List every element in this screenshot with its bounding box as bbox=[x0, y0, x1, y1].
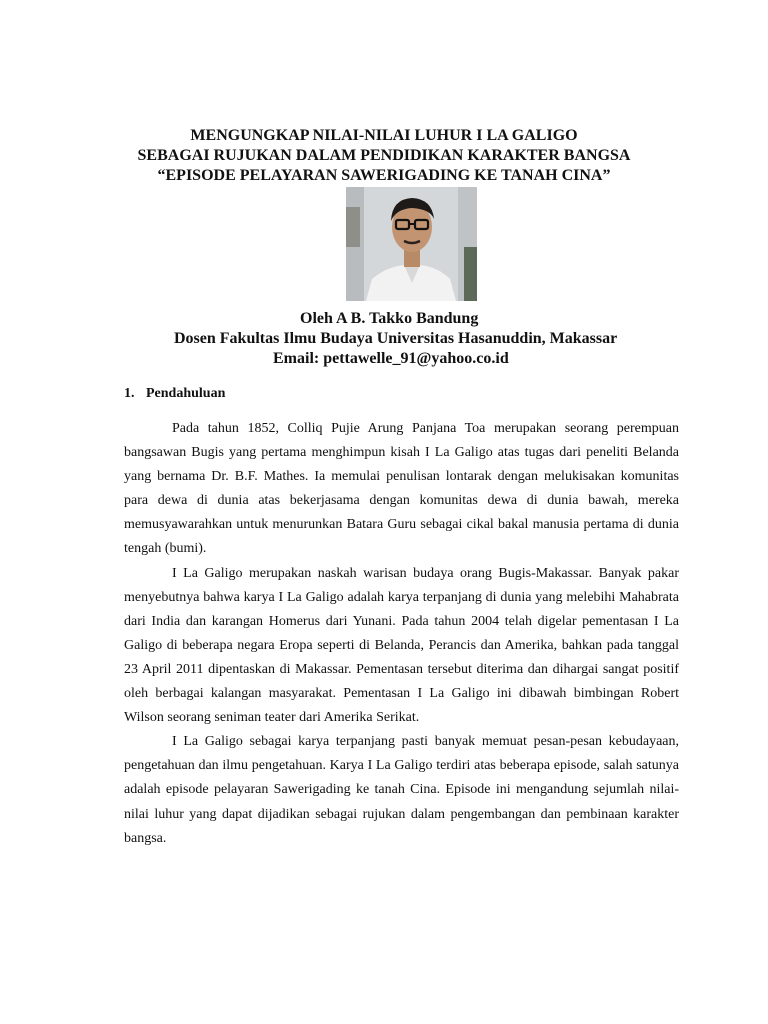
paragraph: I La Galigo merupakan naskah warisan budaya orang Bugis-Makassar. Banyak pakar menyebutnya bahwa karya I La Galigo adalah karya terpanjang di dunia yang melebihi Mahabrata dari India dan karangan Homerus dari Yunani. Pada tahun 2004 telah digelar pementasan I La Galigo di beberapa negara Eropa seperti di Belanda, Perancis dan Amerika, bahkan pada tanggal 23 April 2011 dipentaskan di Makassar. Pementasan tersebut diterima dan dihargai sangat positif oleh berbagai kalangan masyarakat. Pementasan I La Galigo ini dibawah bimbingan Robert Wilson seorang seniman teater dari Amerika Serikat. bbox=[124, 565, 679, 726]
author-portrait-image bbox=[346, 187, 477, 301]
author-photo bbox=[346, 187, 477, 301]
paragraph: I La Galigo sebagai karya terpanjang pasti banyak memuat pesan-pesan kebudayaan, pengetahuan dan ilmu pengetahuan. Karya I La Galigo terdiri atas beberapa episode, salah satunya adalah episode pelayaran Sawerigading ke tanah Cina. Episode ini mengandung sejumlah nilai-nilai luhur yang dapat dijadikan sebagai rujukan dalam pengembangan dan pembinaan karakter bangsa. bbox=[124, 734, 679, 846]
document-title bbox=[0, 126, 768, 186]
author-email: Email: pettawelle_91@yahoo.co.id bbox=[273, 350, 509, 367]
title-line-2: SEBAGAI RUJUKAN DALAM PENDIDIKAN KARAKTER BANGSA bbox=[137, 147, 631, 164]
section-heading bbox=[124, 386, 225, 402]
author-byline: Oleh A B. Takko Bandung bbox=[300, 310, 479, 327]
paragraph: Pada tahun 1852, Colliq Pujie Arung Panjana Toa merupakan seorang perempuan bangsawan Bugis yang pertama menghimpun kisah I La Galigo atas tugas dari peneliti Belanda yang bernama Dr. B.F. Mathes. Ia memulai penulisan lontarak dengan melukisakan komunitas para dewa di dunia atas bekerjasama dengan komunitas dewa di dunia bawah, mereka memusyawarahkan untuk menurunkan Batara Guru sebagai cikal bakal manusia pertama di dunia tengah (bumi). bbox=[124, 421, 679, 557]
body-text bbox=[124, 417, 679, 851]
section-number: 1. bbox=[124, 386, 135, 401]
title-line-3: “EPISODE PELAYARAN SAWERIGADING KE TANAH CINA” bbox=[157, 167, 611, 184]
title-line-1: MENGUNGKAP NILAI-NILAI LUHUR I LA GALIGO bbox=[190, 127, 578, 144]
author-affiliation: Dosen Fakultas Ilmu Budaya Universitas Hasanuddin, Makassar bbox=[174, 330, 618, 347]
section-title: Pendahuluan bbox=[146, 386, 226, 401]
